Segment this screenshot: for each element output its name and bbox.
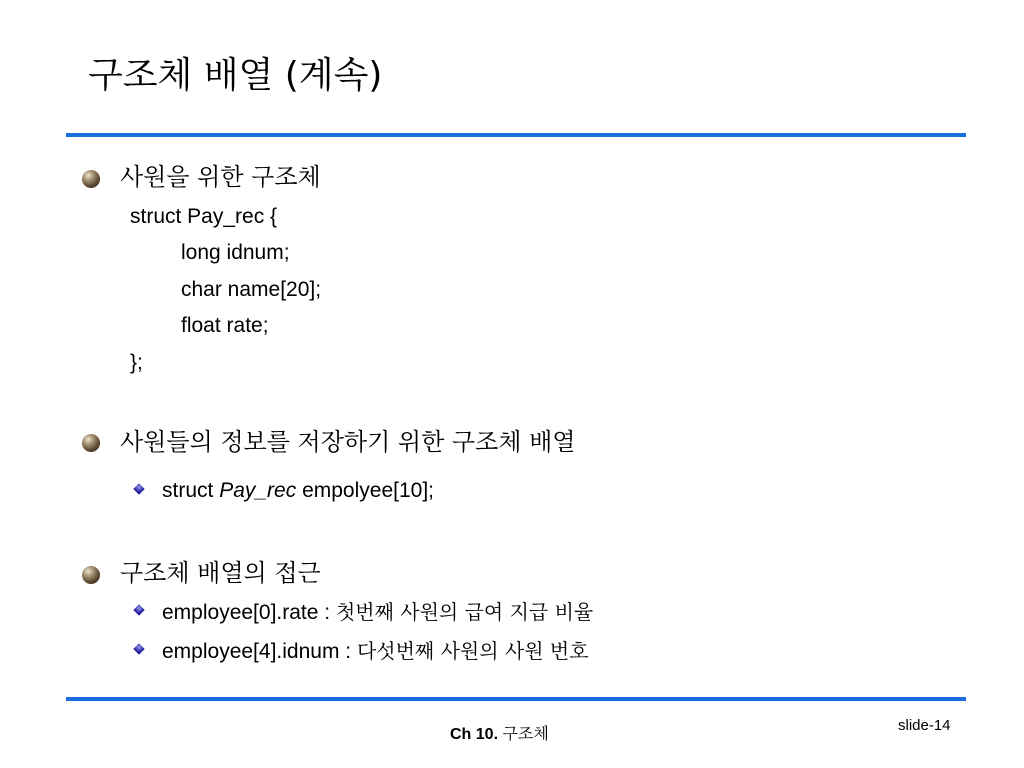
code-text: empolyee[10]; xyxy=(296,479,434,502)
diamond-bullet-icon xyxy=(133,643,144,654)
section-heading: 사원들의 정보를 저장하기 위한 구조체 배열 xyxy=(120,428,576,456)
code-text: employee[0].rate : xyxy=(162,601,336,624)
diamond-bullet-icon xyxy=(133,604,144,615)
item-description: 첫번째 사원의 급여 지급 비율 xyxy=(335,600,594,624)
list-item xyxy=(162,598,593,627)
list-item xyxy=(162,477,434,505)
code-text: employee[4].idnum : xyxy=(162,640,357,663)
code-line: float rate; xyxy=(181,314,269,337)
slide-number: slide-14 xyxy=(898,717,951,734)
section-heading: 구조체 배열의 접근 xyxy=(120,559,321,587)
chapter-number: Ch 10. xyxy=(450,726,499,743)
bullet-sphere-icon xyxy=(82,566,100,584)
code-line: struct Pay_rec { xyxy=(130,205,278,228)
code-text: struct xyxy=(162,479,220,502)
title-divider xyxy=(66,133,966,137)
chapter-title: 구조체 xyxy=(502,724,549,743)
list-item xyxy=(162,637,589,666)
footer-chapter xyxy=(450,723,549,746)
slide-title: 구조체 배열 (계속) xyxy=(88,55,383,96)
footer-divider xyxy=(66,697,966,701)
type-name: Pay_rec xyxy=(219,479,297,502)
bullet-sphere-icon xyxy=(82,170,100,188)
bullet-sphere-icon xyxy=(82,434,100,452)
code-line: char name[20]; xyxy=(181,278,322,301)
item-description: 다섯번째 사원의 사원 번호 xyxy=(356,639,589,663)
code-line: }; xyxy=(130,351,143,374)
diamond-bullet-icon xyxy=(133,483,144,494)
section-heading: 사원을 위한 구조체 xyxy=(120,163,321,191)
code-line: long idnum; xyxy=(181,241,290,264)
